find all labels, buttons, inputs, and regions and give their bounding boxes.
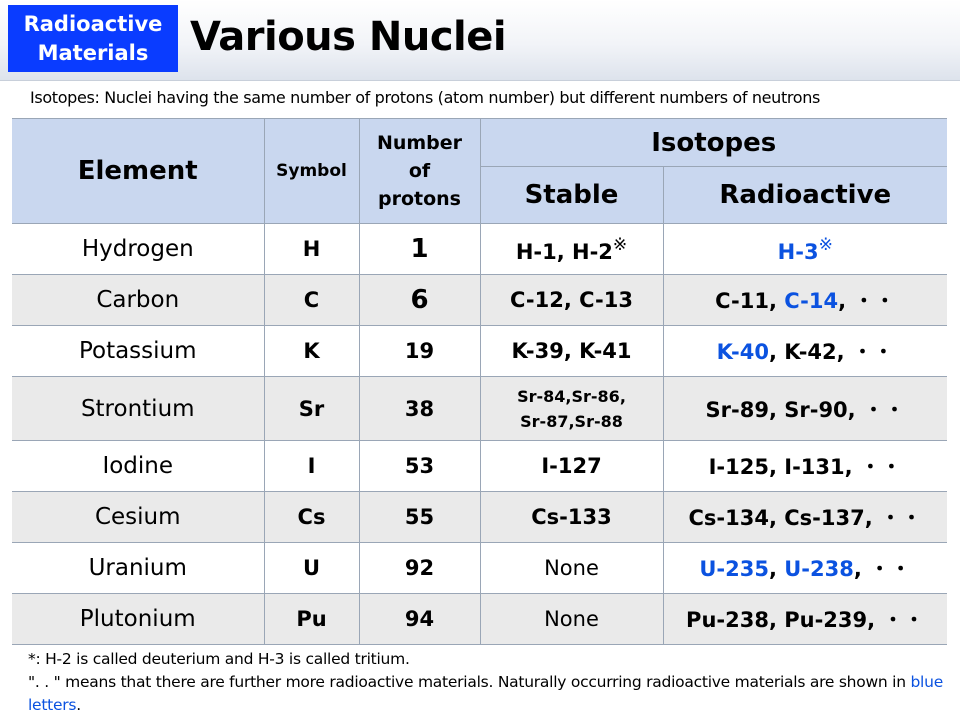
header-protons-line: protons bbox=[378, 188, 461, 210]
isotope: Sr-90 bbox=[784, 397, 848, 422]
footnote-mark: ※ bbox=[818, 234, 833, 255]
footnote-legend-end: . bbox=[76, 696, 81, 714]
stable-isotopes-line: Sr-84,Sr-86, bbox=[517, 386, 626, 406]
table-row bbox=[12, 594, 947, 645]
isotope: Sr-89 bbox=[705, 397, 769, 422]
table-row bbox=[12, 543, 947, 594]
isotope-natural: U-238 bbox=[784, 557, 854, 581]
isotope-separator: , bbox=[768, 506, 785, 530]
blue-letters-label: blue letters bbox=[28, 673, 943, 714]
table-row bbox=[12, 377, 947, 441]
stable-isotopes-line: Sr-87,Sr-88 bbox=[520, 411, 623, 431]
element-symbol: Cs bbox=[264, 492, 359, 543]
header-divider bbox=[0, 80, 960, 81]
isotope-separator: , bbox=[836, 340, 852, 364]
radioactive-isotopes bbox=[663, 594, 947, 645]
table-row bbox=[12, 275, 947, 326]
isotope-separator: , bbox=[768, 455, 785, 479]
footnote-legend bbox=[28, 671, 953, 717]
radioactive-isotopes bbox=[663, 377, 947, 441]
more-isotopes-ellipsis: ・・ bbox=[862, 397, 905, 422]
radioactive-isotopes bbox=[663, 326, 947, 377]
element-symbol: Sr bbox=[264, 377, 359, 441]
element-name: Potassium bbox=[12, 326, 264, 377]
isotope-separator: , bbox=[768, 557, 785, 581]
isotope-natural: U-235 bbox=[699, 557, 769, 581]
table-header bbox=[12, 119, 947, 224]
footnote-deuterium-tritium: *: H-2 is called deuterium and H-3 is called tritium. bbox=[28, 650, 410, 668]
page-title: Various Nuclei bbox=[190, 14, 507, 60]
element-symbol: H bbox=[264, 224, 359, 275]
proton-count: 55 bbox=[359, 492, 480, 543]
more-isotopes-ellipsis: ・・ bbox=[851, 340, 894, 364]
isotope: K-42 bbox=[784, 340, 837, 364]
more-isotopes-ellipsis: ・・ bbox=[869, 557, 912, 581]
table-row bbox=[12, 224, 947, 275]
radioactive-isotopes bbox=[663, 224, 947, 275]
isotope-natural: C-14 bbox=[784, 289, 839, 313]
header-element: Element bbox=[12, 119, 264, 224]
isotope: Pu-238 bbox=[686, 608, 769, 632]
element-name: Carbon bbox=[12, 275, 264, 326]
more-isotopes-ellipsis: ・・ bbox=[882, 608, 925, 632]
header-isotopes: Isotopes bbox=[480, 119, 947, 167]
element-name: Strontium bbox=[12, 377, 264, 441]
element-symbol: I bbox=[264, 441, 359, 492]
more-isotopes-ellipsis: ・・ bbox=[859, 455, 902, 479]
stable-isotopes: I-127 bbox=[480, 441, 663, 492]
footnote-mark: ※ bbox=[612, 234, 628, 255]
isotope-separator: , bbox=[853, 557, 870, 581]
header-radioactive: Radioactive bbox=[663, 167, 947, 224]
stable-isotopes bbox=[480, 224, 663, 275]
proton-count: 1 bbox=[359, 224, 480, 275]
isotope: C-11 bbox=[715, 289, 769, 313]
stable-isotopes: None bbox=[480, 543, 663, 594]
isotope: Pu-239 bbox=[784, 608, 868, 632]
stable-isotopes bbox=[480, 377, 663, 441]
stable-isotopes: None bbox=[480, 594, 663, 645]
table-row bbox=[12, 326, 947, 377]
proton-count: 94 bbox=[359, 594, 480, 645]
isotope-natural: H-3 bbox=[777, 239, 819, 264]
element-symbol: U bbox=[264, 543, 359, 594]
table-body bbox=[12, 224, 947, 645]
more-isotopes-ellipsis: ・・ bbox=[853, 289, 896, 313]
isotope-separator: , bbox=[768, 340, 785, 364]
isotope: Cs-134 bbox=[688, 506, 769, 530]
footnotes bbox=[28, 648, 953, 717]
element-name: Plutonium bbox=[12, 594, 264, 645]
header-protons bbox=[359, 119, 480, 224]
isotope-separator: , bbox=[768, 289, 785, 313]
header-protons-line: of bbox=[408, 160, 431, 182]
isotope: I-131 bbox=[784, 455, 845, 479]
isotope-separator: , bbox=[847, 397, 863, 422]
isotope-separator: , bbox=[844, 455, 860, 479]
radioactive-isotopes bbox=[663, 275, 947, 326]
element-name: Uranium bbox=[12, 543, 264, 594]
stable-isotopes-text: H-1, H-2 bbox=[515, 239, 613, 264]
header-protons-line: Number bbox=[376, 132, 463, 154]
radioactive-isotopes bbox=[663, 441, 947, 492]
radioactive-isotopes bbox=[663, 543, 947, 594]
table-row bbox=[12, 441, 947, 492]
element-name: Iodine bbox=[12, 441, 264, 492]
category-badge: Radioactive Materials bbox=[8, 5, 178, 72]
element-symbol: C bbox=[264, 275, 359, 326]
isotope-separator: , bbox=[867, 608, 883, 632]
isotope-separator: , bbox=[838, 289, 854, 313]
radioactive-isotopes bbox=[663, 492, 947, 543]
stable-isotopes: C-12, C-13 bbox=[480, 275, 663, 326]
table-row bbox=[12, 492, 947, 543]
isotope-separator: , bbox=[768, 608, 785, 632]
isotope-separator: , bbox=[864, 506, 881, 530]
proton-count: 19 bbox=[359, 326, 480, 377]
isotope: I-125 bbox=[708, 455, 769, 479]
element-symbol: K bbox=[264, 326, 359, 377]
proton-count: 92 bbox=[359, 543, 480, 594]
stable-isotopes: Cs-133 bbox=[480, 492, 663, 543]
stable-isotopes: K-39, K-41 bbox=[480, 326, 663, 377]
isotope-separator: , bbox=[768, 397, 785, 422]
element-name: Hydrogen bbox=[12, 224, 264, 275]
proton-count: 6 bbox=[359, 275, 480, 326]
more-isotopes-ellipsis: ・・ bbox=[880, 506, 923, 530]
header-symbol: Symbol bbox=[264, 119, 359, 224]
element-name: Cesium bbox=[12, 492, 264, 543]
footnote-legend-text: ". . " means that there are further more radioactive materials. Naturally occurring radioactive materials are shown in bbox=[28, 673, 911, 691]
isotope: Cs-137 bbox=[784, 506, 865, 530]
header-stable: Stable bbox=[480, 167, 663, 224]
element-symbol: Pu bbox=[264, 594, 359, 645]
proton-count: 53 bbox=[359, 441, 480, 492]
subtitle: Isotopes: Nuclei having the same number of protons (atom number) but different numbers of neutrons bbox=[30, 88, 820, 107]
isotope-natural: K-40 bbox=[716, 340, 769, 364]
isotope-table bbox=[12, 118, 947, 645]
proton-count: 38 bbox=[359, 377, 480, 441]
